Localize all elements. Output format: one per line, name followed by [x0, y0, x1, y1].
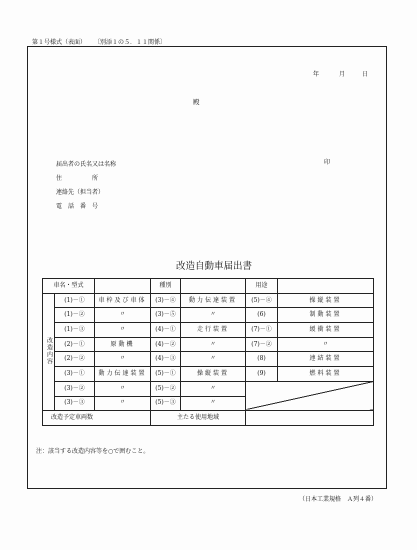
item-label: 車枠及び車体	[95, 293, 151, 308]
main-area-label: 主たる使用地域	[151, 411, 246, 426]
applicant-address-label: 住 所	[56, 175, 99, 182]
form-reference: 〔別添１の５．１１関係〕	[93, 39, 166, 46]
applicant-phone-label: 電 話 番 号	[56, 203, 99, 210]
planned-count-label: 改造予定車両数	[43, 411, 151, 426]
use-header: 用途	[246, 279, 278, 294]
item-code: (3)－⑤	[151, 308, 181, 323]
item-label: 〃	[181, 337, 246, 352]
table-row	[43, 293, 374, 308]
paper-standard: （日本工業規格 Ａ列４番）	[299, 496, 378, 503]
applicant-name-label: 届出者の氏名又は名称	[56, 161, 117, 168]
table-row	[43, 352, 374, 367]
item-label: 操縦装置	[278, 293, 374, 308]
date-month: 月	[339, 71, 346, 78]
item-label: 走行装置	[181, 323, 246, 338]
table-header-row	[43, 279, 374, 294]
item-code: (3)－②	[55, 381, 95, 396]
applicant-contact-label: 連絡先（担当者）	[56, 189, 105, 196]
item-label: 〃	[181, 308, 246, 323]
item-label: 〃	[95, 308, 151, 323]
item-code: (4)－②	[151, 337, 181, 352]
item-label: 動力伝達装置	[181, 293, 246, 308]
form-code-text: 第１号様式（表面）	[32, 39, 87, 46]
form-title: 改造自動車届出書	[176, 261, 253, 272]
use-value	[278, 279, 374, 294]
addressee-suffix: 殿	[193, 98, 200, 106]
table-row	[43, 323, 374, 338]
item-label: 燃料装置	[278, 367, 374, 382]
item-code: (7)－②	[246, 337, 278, 352]
seal-mark: 印	[324, 159, 331, 166]
item-label: 制動装置	[278, 308, 374, 323]
item-code: (5)－①	[151, 367, 181, 382]
item-code: (9)	[246, 367, 278, 382]
item-code: (3)－①	[55, 367, 95, 382]
item-label: 〃	[181, 396, 246, 411]
item-code: (8)	[246, 352, 278, 367]
item-label: 〃	[181, 352, 246, 367]
table-row	[43, 308, 374, 323]
form-code	[32, 37, 166, 46]
item-label: 〃	[278, 337, 374, 352]
item-code: (5)－③	[151, 396, 181, 411]
item-code: (1)－②	[55, 308, 95, 323]
item-code: (3)－③	[55, 396, 95, 411]
vehicle-model-header: 車名・型式	[43, 279, 95, 294]
diagonal-blank-cell	[246, 381, 374, 410]
footnote: 注：該当する改造内容等を○で囲むこと。	[36, 448, 150, 455]
item-label: 動力伝達装置	[95, 367, 151, 382]
table-footer-row	[43, 411, 374, 426]
item-label: 操縦装置	[181, 367, 246, 382]
item-code: (7)－①	[246, 323, 278, 338]
item-code: (5)－②	[151, 381, 181, 396]
item-label: 〃	[95, 323, 151, 338]
item-label: 原動機	[95, 337, 151, 352]
item-code: (4)－③	[151, 352, 181, 367]
vehicle-model-value	[95, 279, 151, 294]
item-label: 〃	[95, 381, 151, 396]
item-code: (2)－①	[55, 337, 95, 352]
modification-table	[42, 278, 374, 426]
item-code: (1)－③	[55, 323, 95, 338]
item-label: 〃	[95, 352, 151, 367]
item-label: 〃	[181, 381, 246, 396]
item-code: (1)－①	[55, 293, 95, 308]
item-code: (6)	[246, 308, 278, 323]
table-row	[43, 337, 374, 352]
item-label: 緩衝装置	[278, 323, 374, 338]
type-header: 種別	[151, 279, 181, 294]
modification-side-label: 改造内容	[43, 293, 55, 411]
item-label: 〃	[95, 396, 151, 411]
main-area-value	[246, 411, 374, 426]
item-code: (5)－④	[246, 293, 278, 308]
table-row	[43, 367, 374, 382]
type-value	[181, 279, 246, 294]
date-day: 日	[362, 71, 369, 78]
date-year: 年	[313, 71, 320, 78]
item-label: 連結装置	[278, 352, 374, 367]
item-code: (2)－②	[55, 352, 95, 367]
item-code: (3)－④	[151, 293, 181, 308]
table-row	[43, 381, 374, 396]
item-code: (4)－①	[151, 323, 181, 338]
